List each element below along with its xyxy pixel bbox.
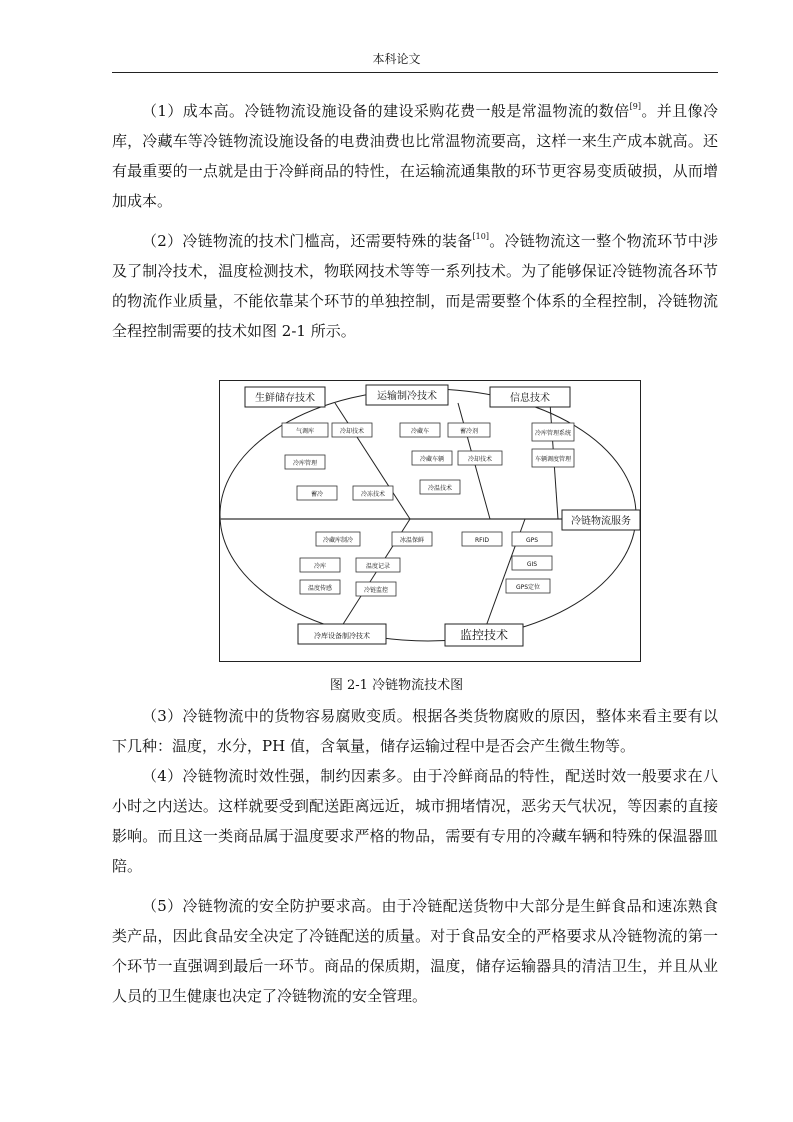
box-bottom-4: 温度记录 — [365, 563, 391, 570]
paragraph-4: （4）冷链物流时效性强，制约因素多。由于冷鲜商品的特性，配送时效一般要求在八小时之内送达。这样就要受到配送距离远近，城市拥堵情况，恶劣天气状况，等因素的直接影响。而且这一类商品属于温度要求严格的物品，需要有专用的冷藏车辆和特殊的保温器皿陪。 — [112, 767, 718, 875]
box-right-1: 冷库管理系统 — [534, 430, 572, 437]
cold-chain-tech-diagram — [219, 380, 641, 662]
header-rule — [112, 72, 718, 73]
paragraph-1: （1）成本高。冷链物流设施设备的建设采购花费一般是常温物流的数倍[9]。并且像冷库，冷藏车等冷链物流设施设备的电费油费也比常温物流要高，这样一来生产成本就高。还有最重要的一点就是由于冷鲜商品的特性，在运输流通集散的环节更容易变质破损，从而增加成本。 — [112, 102, 718, 210]
box-bottom-2: 冰温保鲜 — [399, 537, 425, 544]
box-bottom-9: GIS — [526, 561, 538, 568]
box-bottom-7: RFID — [474, 537, 490, 544]
box-right-2: 车辆调度管理 — [534, 456, 572, 463]
box-top-6: 冷藏车辆 — [419, 456, 445, 463]
box-top-4: 蓄冷剂 — [459, 428, 479, 435]
box-bottom-5: 温度传感 — [307, 585, 333, 592]
box-bottom-3: 冷库 — [313, 563, 327, 570]
box-top-7: 冷却技术 — [467, 456, 493, 463]
box-top-2: 冷却技术 — [339, 428, 365, 435]
box-top-8: 蓄冷 — [310, 491, 324, 498]
citation-10: [10] — [472, 232, 489, 241]
label-cold-storage-refrigeration: 冷库设备制冷技术 — [314, 632, 370, 640]
box-top-5: 冷库管理 — [292, 460, 318, 467]
paragraph-3: （3）冷链物流中的货物容易腐败变质。根据各类货物腐败的原因，整体来看主要有以下几种：温度，水分，PH 值，含氧量，储存运输过程中是否会产生微生物等。 — [112, 707, 718, 755]
paragraph-5: （5）冷链物流的安全防护要求高。由于冷链配送货物中大部分是生鲜食品和速冻熟食类产品，因此食品安全决定了冷链配送的质量。对于食品安全的严格要求从冷链物流的第一个环节一直强调到最后一环节。商品的保质期，温度，储存运输器具的清洁卫生，并且从业人员的卫生健康也决定了冷链物流的安全管理。 — [112, 897, 718, 1005]
box-top-9: 冷冻技术 — [360, 491, 386, 498]
box-bottom-10: GPS定位 — [515, 584, 541, 591]
box-bottom-8: GPS — [525, 537, 539, 544]
box-bottom-1: 冷藏库制冷 — [322, 537, 354, 544]
page-header: 本科论文 — [372, 52, 421, 66]
paragraph-2: （2）冷链物流的技术门槛高，还需要特殊的装备[10]。冷链物流这一整个物流环节中涉及了制冷技术，温度检测技术，物联网技术等等一系列技术。为了能够保证冷链物流各环节的物流作业质量，不能依靠某个环节的单独控制，而是需要整个体系的全程控制，冷链物流全程控制需要的技术如图 2-1 所示。 — [112, 232, 718, 340]
box-bottom-6: 冷链监控 — [363, 587, 389, 594]
box-top-10: 冷温技术 — [427, 485, 453, 492]
label-information-tech: 信息技术 — [510, 393, 550, 404]
label-fresh-storage: 生鲜储存技术 — [255, 393, 315, 404]
diagram-canvas — [220, 381, 640, 661]
label-monitoring-tech: 监控技术 — [459, 628, 509, 642]
label-cold-chain-service: 冷链物流服务 — [571, 516, 631, 527]
citation-9: [9] — [629, 102, 641, 111]
box-top-1: 气调库 — [295, 428, 315, 435]
box-top-3: 冷藏车 — [410, 428, 430, 435]
figure-caption: 图 2-1 冷链物流技术图 — [329, 678, 464, 693]
label-transport-refrigeration: 运输制冷技术 — [377, 391, 437, 402]
